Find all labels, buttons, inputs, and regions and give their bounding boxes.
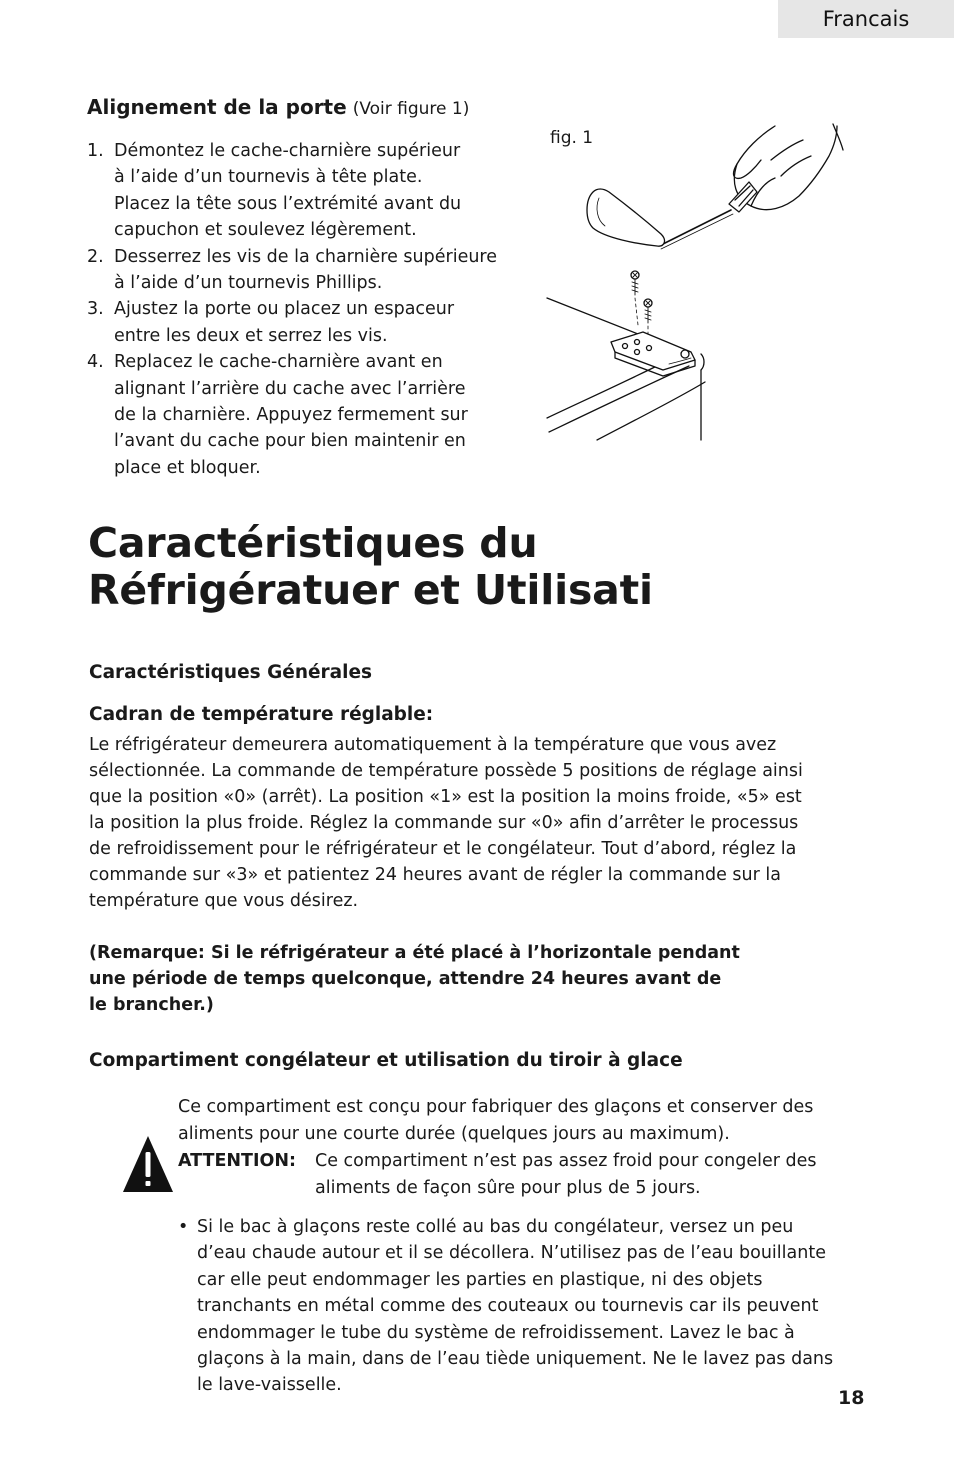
step-line: capuchon et soulevez légèrement. bbox=[114, 220, 417, 241]
attention-line: Ce compartiment n’est pas assez froid pour congeler des bbox=[315, 1151, 817, 1171]
step-line: entre les deux et serrez les vis. bbox=[114, 325, 388, 346]
step-line: alignant l’arrière du cache avec l’arrière bbox=[114, 378, 466, 399]
paragraph-line: de refroidissement pour le réfrigérateur et le congélateur. Tout d’abord, réglez la bbox=[89, 839, 797, 859]
temperature-dial-heading: Cadran de température réglable: bbox=[89, 704, 434, 725]
page-title bbox=[88, 520, 653, 614]
step-number: 4. bbox=[87, 352, 104, 373]
paragraph-line: sélectionnée. La commande de température possède 5 positions de réglage ainsi bbox=[89, 761, 803, 781]
attention-label: ATTENTION: bbox=[178, 1151, 297, 1171]
language-tab: Francais bbox=[778, 0, 954, 38]
step-item bbox=[87, 349, 532, 481]
step-line: Démontez le cache-charnière supérieur bbox=[114, 141, 461, 161]
alignment-steps bbox=[87, 138, 532, 481]
title-line: Caractéristiques du bbox=[88, 519, 538, 567]
bullet-line: Si le bac à glaçons reste collé au bas du congélateur, versez un peu bbox=[197, 1217, 794, 1237]
general-features-heading: Caractéristiques Générales bbox=[89, 662, 373, 683]
freezer-intro bbox=[178, 1094, 858, 1148]
page-number: 18 bbox=[838, 1387, 865, 1409]
step-item bbox=[87, 296, 532, 349]
temperature-dial-paragraph bbox=[89, 732, 874, 914]
bullet-line: tranchants en métal comme des couteaux ou tournevis car ils peuvent bbox=[197, 1296, 819, 1317]
note-line: une période de temps quelconque, attendre 24 heures avant de bbox=[89, 969, 722, 989]
paragraph-line: Le réfrigérateur demeurera automatiquement à la température que vous avez bbox=[89, 735, 777, 755]
step-number: 3. bbox=[87, 299, 104, 320]
step-line: à l’aide d’un tournevis Phillips. bbox=[114, 273, 383, 294]
paragraph-line: la position la plus froide. Réglez la commande sur «0» afin d’arrêter le processus bbox=[89, 813, 799, 833]
title-line: Réfrigératuer et Utilisati bbox=[88, 566, 653, 614]
paragraph-line: que la position «0» (arrêt). La position «1» est la position la moins froide, «5» est bbox=[89, 787, 802, 807]
warning-triangle-icon bbox=[122, 1135, 174, 1193]
step-line: Placez la tête sous l’extrémité avant du bbox=[114, 193, 462, 214]
intro-line: aliments pour une courte durée (quelques jours au maximum). bbox=[178, 1124, 730, 1144]
step-line: à l’aide d’un tournevis à tête plate. bbox=[114, 167, 423, 188]
alignment-heading-text: Alignement de la porte bbox=[87, 95, 347, 119]
note-remark bbox=[89, 940, 859, 1018]
step-line: Desserrez les vis de la charnière supérieure bbox=[114, 246, 498, 267]
bullet-line: endommager le tube du système de refroidissement. Lavez le bac à bbox=[197, 1322, 795, 1343]
figure-reference: (Voir figure 1) bbox=[352, 99, 470, 119]
bullet-symbol: • bbox=[178, 1217, 189, 1237]
paragraph-line: commande sur «3» et patientez 24 heures avant de régler la commande sur la bbox=[89, 865, 781, 885]
attention-line: aliments de façon sûre pour plus de 5 jours. bbox=[315, 1178, 701, 1198]
figure-label: fig. 1 bbox=[550, 128, 594, 148]
ice-tray-bullet-text bbox=[197, 1214, 867, 1399]
bullet-line: car elle peut endommager les parties en plastique, ni des objets bbox=[197, 1269, 763, 1290]
note-line: le brancher.) bbox=[89, 995, 214, 1015]
step-line: Replacez le cache-charnière avant en bbox=[114, 352, 443, 373]
paragraph-line: température que vous désirez. bbox=[89, 891, 359, 911]
bullet-line: d’eau chaude autour et il se décollera. N’utilisez pas de l’eau bouillante bbox=[197, 1243, 826, 1264]
step-line: Ajustez la porte ou placez un espaceur bbox=[114, 299, 455, 320]
step-item bbox=[87, 138, 532, 244]
alignment-heading bbox=[87, 95, 469, 119]
step-number: 2. bbox=[87, 246, 104, 267]
intro-line: Ce compartiment est conçu pour fabriquer des glaçons et conserver des bbox=[178, 1097, 814, 1117]
bullet-line: le lave-vaisselle. bbox=[197, 1375, 342, 1396]
bullet-line: glaçons à la main, dans de l’eau tiède uniquement. Ne le lavez pas dans bbox=[197, 1349, 834, 1370]
step-item bbox=[87, 244, 532, 297]
attention-text bbox=[315, 1148, 855, 1202]
step-line: de la charnière. Appuyez fermement sur bbox=[114, 405, 468, 426]
hinge-diagram-figure bbox=[545, 120, 845, 450]
step-number: 1. bbox=[87, 141, 104, 161]
note-line: (Remarque: Si le réfrigérateur a été placé à l’horizontale pendant bbox=[89, 943, 740, 963]
step-line: place et bloquer. bbox=[114, 457, 261, 478]
step-line: l’avant du cache pour bien maintenir en bbox=[114, 431, 466, 452]
freezer-heading: Compartiment congélateur et utilisation du tiroir à glace bbox=[89, 1050, 683, 1071]
